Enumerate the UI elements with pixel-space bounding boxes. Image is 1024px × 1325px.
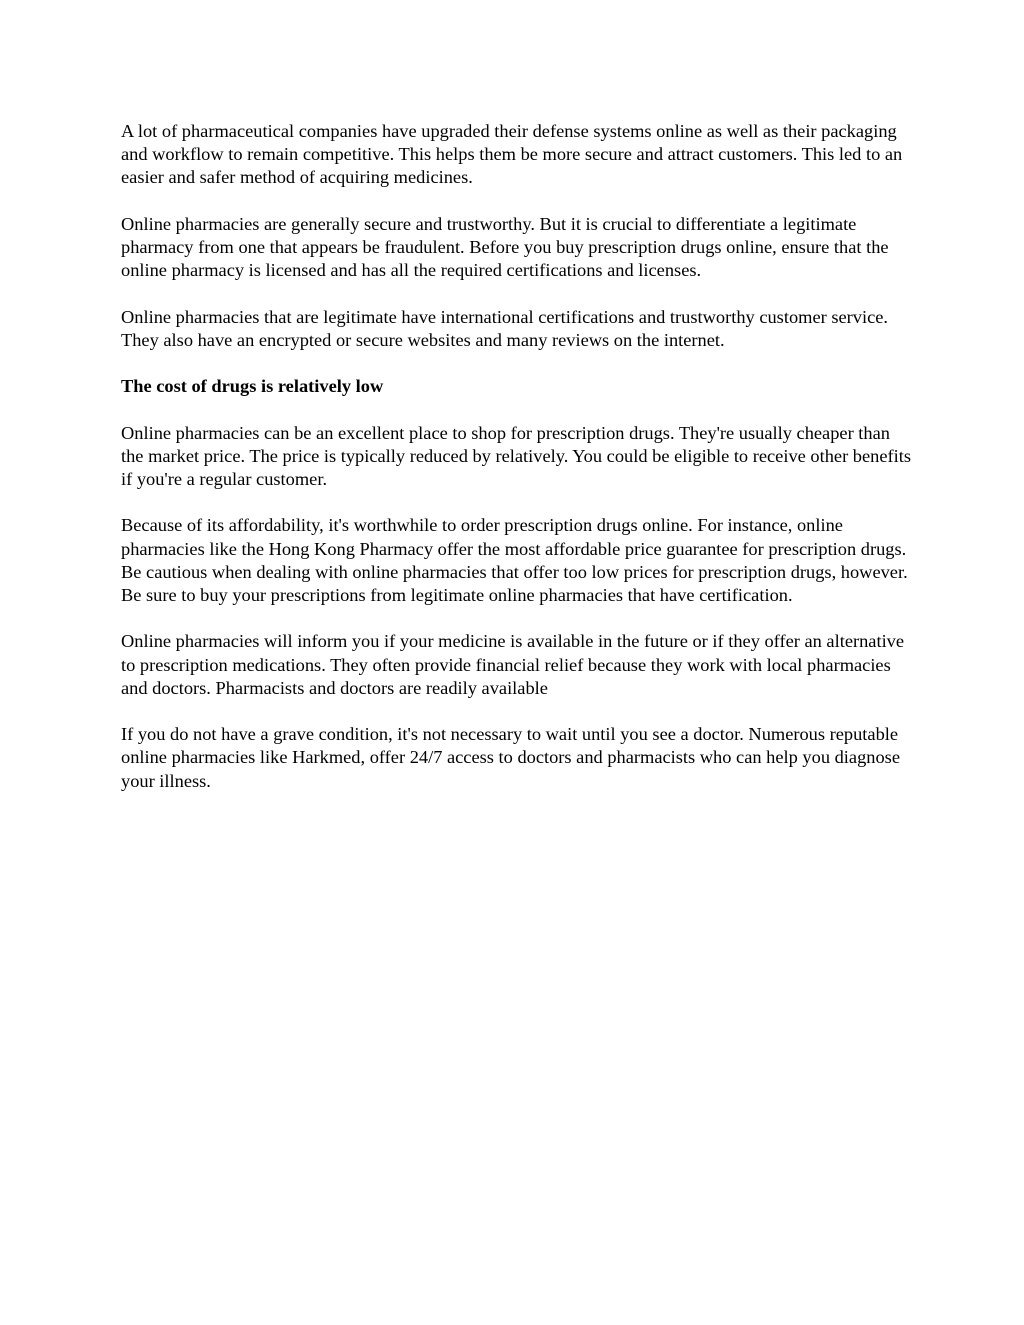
section-heading: The cost of drugs is relatively low <box>121 376 384 397</box>
paragraph-cost: Online pharmacies can be an excellent place to shop for prescription drugs. They're usually cheaper than the market price. The price is typically reduced by relatively. You could be eligible to receive other benefits if you're a regular customer. <box>121 422 912 489</box>
paragraph-availability: Online pharmacies will inform you if your medicine is available in the future or if they offer an alternative to prescription medications. They often provide financial relief because they work with local pharmacies and doctors. Pharmacists and doctors are readily available <box>121 631 905 698</box>
document-page <box>121 120 911 816</box>
paragraph-legitimacy: Online pharmacies that are legitimate have international certifications and trustworthy customer service. They also have an encrypted or secure websites and many reviews on the internet. <box>121 306 889 350</box>
paragraph-doctors: If you do not have a grave condition, it's not necessary to wait until you see a doctor. Numerous reputable online pharmacies like Harkmed, offer 24/7 access to doctors and pharmacists who can help you diagnose your illness. <box>121 724 900 791</box>
paragraph-intro: A lot of pharmaceutical companies have upgraded their defense systems online as well as their packaging and workflow to remain competitive. This helps them be more secure and attract customers. This led to an easier and safer method of acquiring medicines. <box>121 121 903 188</box>
paragraph-affordability: Because of its affordability, it's worthwhile to order prescription drugs online. For instance, online pharmacies like the Hong Kong Pharmacy offer the most affordable price guarantee for prescription drugs. Be cautious when dealing with online pharmacies that offer too low prices for prescription drugs, however. Be sure to buy your prescriptions from legitimate online pharmacies that have certification. <box>121 515 908 605</box>
paragraph-security: Online pharmacies are generally secure and trustworthy. But it is crucial to differentiate a legitimate pharmacy from one that appears be fraudulent. Before you buy prescription drugs online, ensure that the online pharmacy is licensed and has all the required certifications and licenses. <box>121 213 889 281</box>
